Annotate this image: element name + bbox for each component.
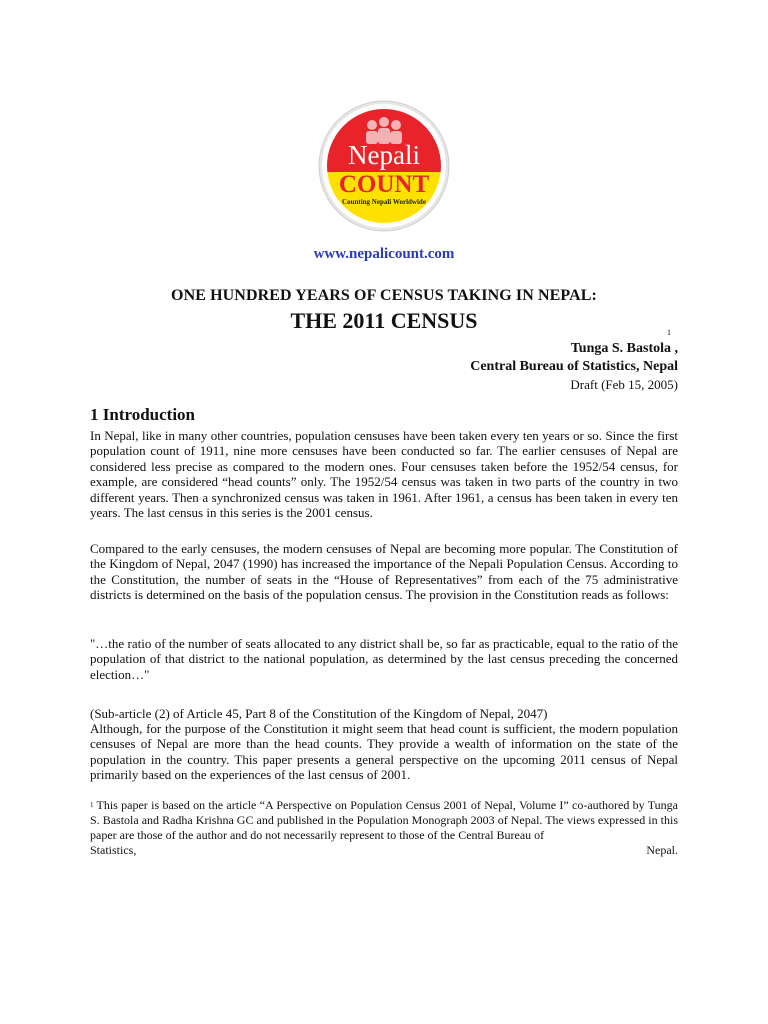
footnote-text: This paper is based on the article “A Perspective on Population Census 2001 of Nepal, Volume I” co-authored by Tunga S. Bastola and Radha Krishna GC and published in the Population Monograph 2003 of Nepal. The views expressed in this paper are those of the author and do not necessarily represent to those of the Central Bureau of xyxy=(90,798,678,842)
logo-graphic xyxy=(318,100,450,232)
footnote-number: 1 xyxy=(90,801,94,809)
footnote xyxy=(90,798,678,858)
logo-count-text: COUNT xyxy=(338,171,430,198)
footnote-last-line xyxy=(90,843,678,858)
logo-tagline-text: Counting Nepali Worldwide xyxy=(342,198,426,206)
paragraph-2: Compared to the early censuses, the modern censuses of Nepal are becoming more popular. The Constitution of the Kingdom of Nepal, 2047 (1990) has increased the importance of the Nepali Population Census. According to the Constitution, the number of seats in the “House of Representatives” from each of the 75 administrative districts is determined on the basis of the population census. The provision in the Constitution reads as follows: xyxy=(90,541,678,603)
footnote-last-right: Nepal. xyxy=(646,843,678,857)
constitution-quote: "…the ratio of the number of seats allocated to any district shall be, so far as practicable, equal to the ratio of the population of that district to the national population, as determined by the last census preceding the concerned election…" xyxy=(90,636,678,682)
logo-name-text: Nepali xyxy=(348,140,420,170)
draft-date: Draft (Feb 15, 2005) xyxy=(570,377,678,392)
section-heading: 1 Introduction xyxy=(90,405,196,424)
author-name: Tunga S. Bastola xyxy=(570,341,671,356)
paragraph-3: Although, for the purpose of the Constitution it might seem that head count is sufficient, the modern population censuses of Nepal are more than the head counts. They provide a wealth of information on the state of the population in the country. This paper presents a general perspective on the upcoming 2011 census of Nepal primarily based on the experiences of the last census of 2001. xyxy=(90,721,678,783)
nepali-count-logo xyxy=(318,100,450,232)
paragraph-1: In Nepal, like in many other countries, population censuses have been taken every ten years or so. Since the first population count of 1911, nine more censuses have been conducted so far. The earlier censuses of Nepal are considered less precise as compared to the modern ones. Four censuses taken before the 1952/54 census, for example, are considered “head counts” only. The 1952/54 census was taken in two parts of the country in two different years. Then a synchronized census was taken in 1961. After 1961, a census has been taken in every ten years. The last census in this series is the 2001 census. xyxy=(90,428,678,521)
quote-citation: (Sub-article (2) of Article 45, Part 8 of the Constitution of the Kingdom of Nepal, 2047) xyxy=(90,706,548,721)
author-name-suffix: , xyxy=(671,341,678,356)
footnote-marker: 1 xyxy=(667,328,671,337)
author-affiliation: Central Bureau of Statistics, Nepal xyxy=(470,359,678,374)
author-block xyxy=(470,328,678,393)
title-line-1: ONE HUNDRED YEARS OF CENSUS TAKING IN NEPAL: xyxy=(171,287,597,304)
footnote-last-left: Statistics, xyxy=(90,843,137,857)
website-link[interactable]: www.nepalicount.com xyxy=(313,246,455,262)
author-name-line xyxy=(470,340,678,357)
title-line-2: THE 2011 CENSUS xyxy=(290,308,478,333)
